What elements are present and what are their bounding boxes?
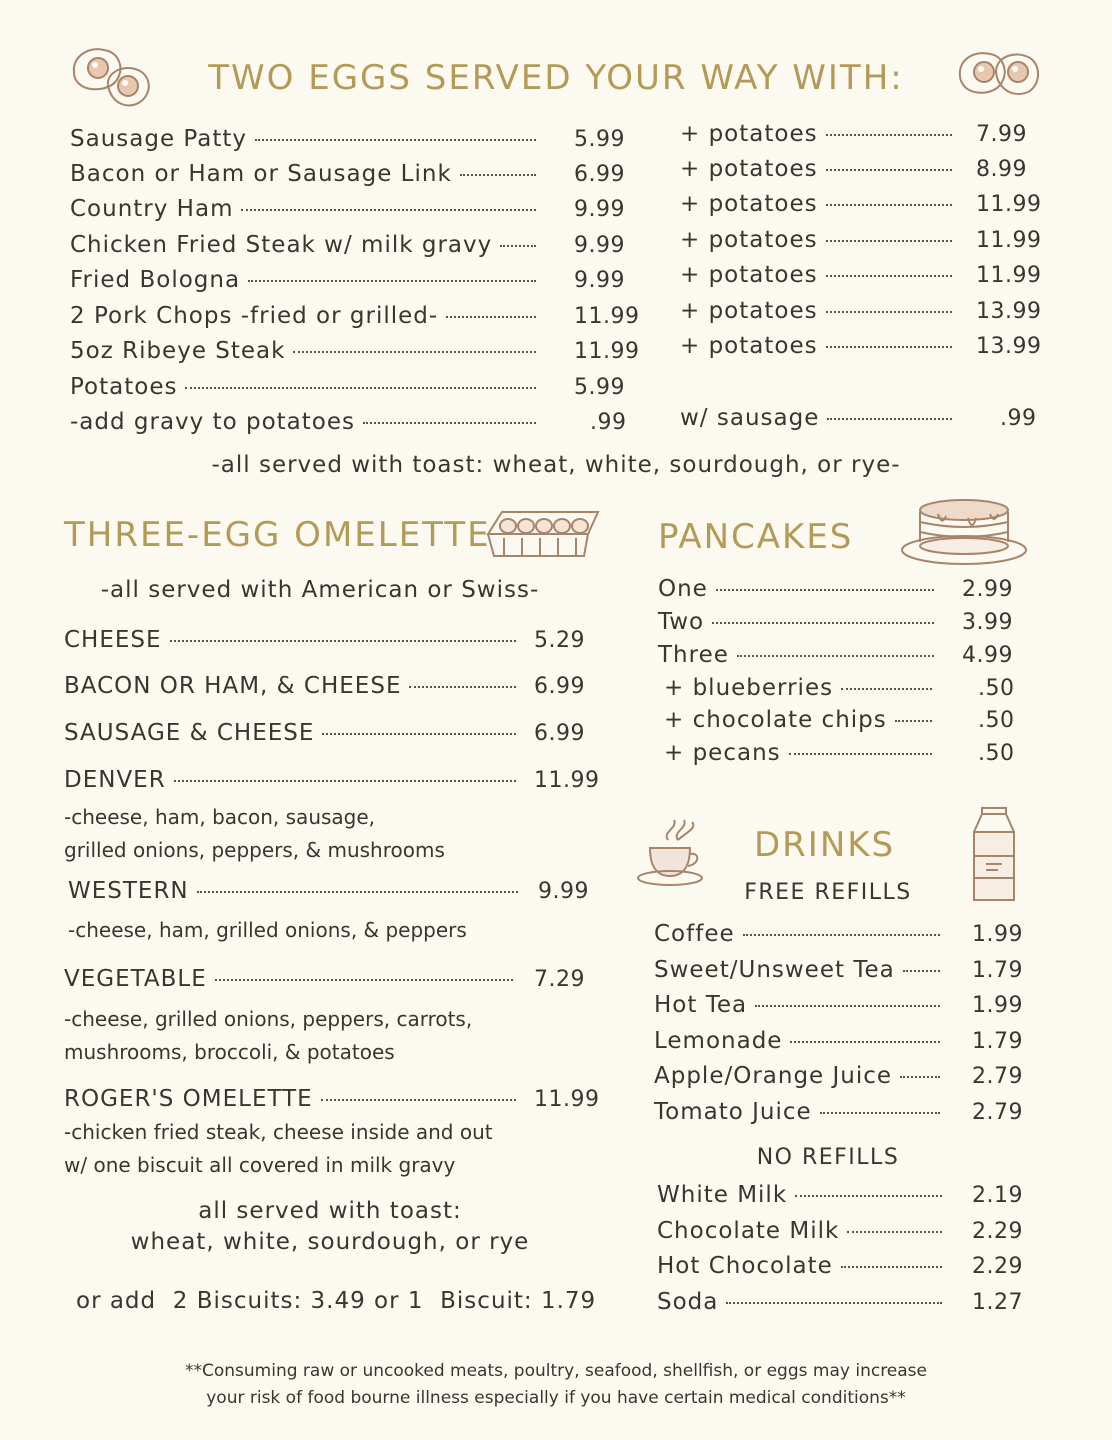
free-refills-label: FREE REFILLS [744,880,912,905]
item-name: One [658,576,708,602]
pancake-item-row [658,576,940,602]
item-name: + potatoes [680,121,818,147]
item-name: VEGETABLE [64,966,207,992]
pancake-item-row [664,675,938,701]
egg-addon-row [680,405,958,431]
pancake-item-row [658,642,940,668]
drink-item-row [657,1253,948,1279]
item-price: 1.27 [972,1290,1023,1315]
item-name: + potatoes [680,298,818,324]
item-name: Two [658,609,705,635]
dot-leader [743,934,940,936]
omelette-subtitle: -all served with American or Swiss- [100,577,540,603]
item-name: + potatoes [680,156,818,182]
item-price: 5.99 [574,375,625,400]
item-name: Chicken Fried Steak w/ milk gravy [70,232,493,258]
item-name: CHEESE [64,627,162,653]
item-price: 7.29 [534,967,585,992]
dot-leader [185,387,536,389]
item-name: 2 Pork Chops -fried or grilled- [70,303,439,329]
item-name: Tomato Juice [654,1099,812,1125]
item-price: 1.99 [972,993,1023,1018]
omelette-item-row [64,627,522,653]
item-name: Country Ham [70,196,234,222]
drink-item-row [654,921,946,947]
omelette-item-row [64,720,522,746]
dot-leader [820,1112,940,1114]
item-name: ROGER'S OMELETTE [64,1086,313,1112]
item-name: Bacon or Ham or Sausage Link [70,161,452,187]
item-price: 1.79 [972,1029,1023,1054]
item-name: + pecans [664,740,781,766]
pancake-item-row [658,609,940,635]
dot-leader [170,640,516,642]
item-price: 11.99 [976,263,1042,288]
omelette-item-row [64,673,522,699]
item-price: 11.99 [976,228,1042,253]
item-name: White Milk [657,1182,788,1208]
item-price: .99 [1000,406,1037,431]
dot-leader [841,688,932,690]
omelette-title: THREE-EGG OMELETTE [64,515,491,555]
item-name: 5oz Ribeye Steak [70,338,286,364]
item-name: Chocolate Milk [657,1218,840,1244]
item-name: w/ sausage [680,405,820,431]
pancake-stack-icon [898,492,1030,568]
dot-leader [900,1076,940,1078]
dot-leader [755,1005,940,1007]
pancake-item-row [664,740,938,766]
dot-leader [895,720,932,722]
item-name: Hot Chocolate [657,1253,833,1279]
dot-leader [790,1041,940,1043]
item-price: 11.99 [574,339,640,364]
omelette-item-description: grilled onions, peppers, & mushrooms [64,838,445,862]
item-name: -add gravy to potatoes [70,409,355,435]
item-price: 8.99 [976,157,1027,182]
eggs-toast-note: -all served with toast: wheat, white, sourdough, or rye- [211,452,901,478]
omelette-item-row [64,1086,522,1112]
dot-leader [847,1231,942,1233]
item-price: 2.19 [972,1183,1023,1208]
egg-item-row [70,338,542,364]
omelette-item-row [68,878,524,904]
item-name: + potatoes [680,227,818,253]
item-price: 1.79 [972,958,1023,983]
dot-leader [712,622,934,624]
drink-item-row [654,1028,946,1054]
item-name: DENVER [64,767,166,793]
egg-addon-row [680,298,958,324]
item-name: Sausage Patty [70,126,247,152]
drink-item-row [657,1218,948,1244]
dot-leader [446,316,536,318]
item-price: 3.99 [962,610,1013,635]
egg-addon-row [680,191,958,217]
egg-item-row [70,161,542,187]
item-price: .99 [590,410,627,435]
pancakes-title: PANCAKES [658,517,854,557]
item-name: Sweet/Unsweet Tea [654,957,895,983]
drink-item-row [657,1182,948,1208]
item-price: 2.79 [972,1064,1023,1089]
dot-leader [293,351,536,353]
egg-addon-row [680,156,958,182]
dot-leader [255,139,536,141]
dot-leader [789,753,932,755]
item-name: SAUSAGE & CHEESE [64,720,315,746]
dot-leader [215,979,513,981]
item-price: 2.29 [972,1219,1023,1244]
drink-item-row [654,957,946,983]
dot-leader [841,1266,942,1268]
dot-leader [726,1302,942,1304]
egg-addon-row [680,227,958,253]
item-price: 11.99 [574,304,640,329]
dot-leader [500,245,536,247]
omelette-item-description: -cheese, ham, grilled onions, & peppers [68,918,467,942]
item-name: Potatoes [70,374,178,400]
item-name: WESTERN [68,878,189,904]
dot-leader [248,280,536,282]
disclaimer-line2: your risk of food bourne illness especially if you have certain medical conditions** [206,1388,906,1408]
dot-leader [826,346,952,348]
item-price: .50 [978,708,1015,733]
item-name: Fried Bologna [70,267,241,293]
item-price: 11.99 [534,768,600,793]
egg-item-row [70,374,542,400]
dot-leader [737,655,934,657]
item-price: 5.29 [534,628,585,653]
dot-leader [826,240,952,242]
omelette-toast-line2: wheat, white, sourdough, or rye [130,1229,530,1255]
item-price: 5.99 [574,127,625,152]
item-price: 7.99 [976,122,1027,147]
item-name: Three [658,642,729,668]
fried-eggs-icon [956,42,1044,114]
egg-addon-row [680,333,958,359]
drink-item-row [654,1099,946,1125]
item-price: 2.99 [962,577,1013,602]
item-name: Lemonade [654,1028,783,1054]
egg-addon-row [680,262,958,288]
dot-leader [321,1099,516,1101]
item-name: + potatoes [680,191,818,217]
dot-leader [197,891,518,893]
omelette-item-description: -cheese, ham, bacon, sausage, [64,805,376,829]
dot-leader [716,589,934,591]
egg-item-row [70,303,542,329]
item-name: + chocolate chips [664,707,887,733]
item-price: 2.79 [972,1100,1023,1125]
dot-leader [903,970,940,972]
drink-item-row [654,1063,946,1089]
dot-leader [826,169,952,171]
egg-item-row [70,126,542,152]
milk-carton-icon [964,804,1024,904]
omelette-item-description: -cheese, grilled onions, peppers, carrots, [64,1007,473,1031]
item-price: 6.99 [534,674,585,699]
dot-leader [826,204,952,206]
dot-leader [826,311,952,313]
no-refills-label: NO REFILLS [756,1145,900,1170]
dot-leader [363,422,536,424]
item-price: .50 [978,676,1015,701]
item-price: 2.29 [972,1254,1023,1279]
item-name: BACON OR HAM, & CHEESE [64,673,402,699]
egg-item-row [70,196,542,222]
dot-leader [826,134,952,136]
omelette-item-description: w/ one biscuit all covered in milk gravy [64,1153,456,1177]
item-name: + potatoes [680,333,818,359]
item-name: + blueberries [664,675,834,701]
item-price: 9.99 [574,268,625,293]
item-price: .50 [978,741,1015,766]
omelette-toast-line1: all served with toast: [198,1198,462,1224]
egg-item-row [70,409,542,435]
drinks-title: DRINKS [754,825,896,865]
drink-item-row [654,992,946,1018]
omelette-item-row [64,966,519,992]
item-price: 11.99 [534,1087,600,1112]
egg-item-row [70,267,542,293]
item-price: 6.99 [534,721,585,746]
omelette-item-description: -chicken fried steak, cheese inside and out [64,1120,493,1144]
biscuit-note: or add 2 Biscuits: 3.49 or 1 Biscuit: 1.79 [76,1288,597,1314]
egg-addon-row [680,121,958,147]
item-price: 1.99 [972,922,1023,947]
item-price: 9.99 [574,233,625,258]
dot-leader [795,1195,942,1197]
eggs-title: TWO EGGS SERVED YOUR WAY WITH: [208,58,904,98]
dot-leader [322,733,516,735]
item-name: Soda [657,1289,719,1315]
dot-leader [241,209,536,211]
dot-leader [827,418,952,420]
dot-leader [460,174,536,176]
item-price: 13.99 [976,334,1042,359]
item-name: Hot Tea [654,992,748,1018]
item-price: 6.99 [574,162,625,187]
dot-leader [409,686,516,688]
dot-leader [174,780,516,782]
item-name: Apple/Orange Juice [654,1063,893,1089]
omelette-item-description: mushrooms, broccoli, & potatoes [64,1040,395,1064]
egg-item-row [70,232,542,258]
dot-leader [826,275,952,277]
item-price: 9.99 [538,879,589,904]
egg-carton-icon [484,506,602,562]
item-name: + potatoes [680,262,818,288]
pancake-item-row [664,707,938,733]
disclaimer-line1: **Consuming raw or uncooked meats, poultry, seafood, shellfish, or eggs may increase [185,1361,927,1381]
omelette-item-row [64,767,522,793]
item-price: 9.99 [574,197,625,222]
item-name: Coffee [654,921,735,947]
fried-eggs-icon [68,42,156,114]
item-price: 13.99 [976,299,1042,324]
item-price: 4.99 [962,643,1013,668]
item-price: 11.99 [976,192,1042,217]
drink-item-row [657,1289,948,1315]
